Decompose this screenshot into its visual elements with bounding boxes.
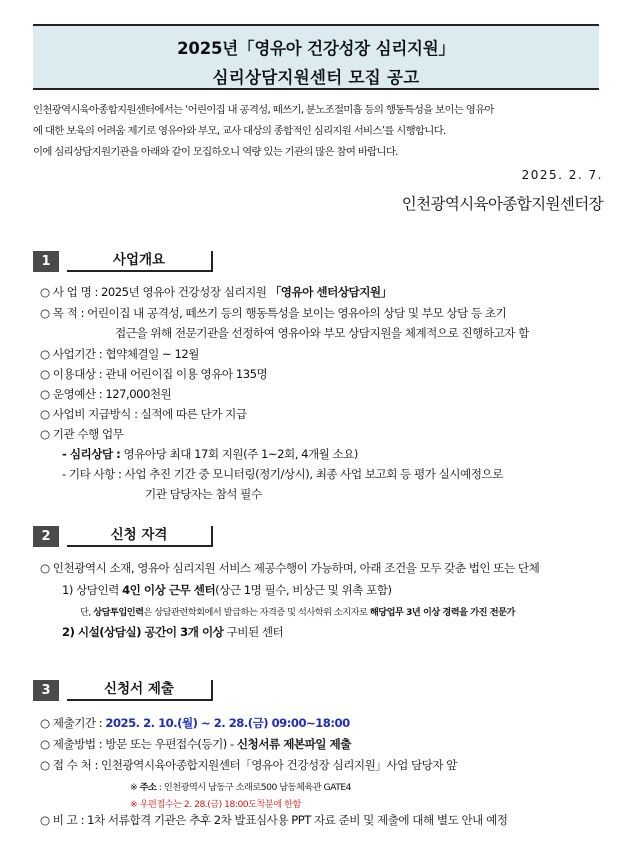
task-counseling: - 심리상담 : 영유아당 최대 17회 지원(주 1~2회, 4개월 소요) <box>62 447 358 461</box>
eligibility-summary: ○ 인천광역시 소재, 영유아 심리지원 서비스 제공수행이 가능하며, 아래 조건을 모두 갖춘 법인 또는 단체 <box>40 561 540 575</box>
target-users: ○ 이용대상 : 관내 어린이집 이용 영유아 135명 <box>40 367 268 381</box>
intro-line-2: 에 대한 보육의 어려움 제기로 영유아와 부모, 교사 대상의 종합적인 심리지원 서비스’를 시행합니다. <box>33 125 446 137</box>
task-other-line-1: - 기타 사항 : 사업 추진 기간 중 모니터링(정기/상시), 최종 사업 보고회 등 평가 실시예정으로 <box>62 467 503 481</box>
institution-tasks: ○ 기관 수행 업무 <box>40 427 124 441</box>
section-1-number: 1 <box>33 251 59 272</box>
operating-budget: ○ 운영예산 : 127,000천원 <box>40 387 172 401</box>
eligibility-note: 단, 상담투입인력은 상담관련학회에서 발급하는 자격증 및 석사학위 소지자로 해당업무 3년 이상 경력을 가진 전문가 <box>80 607 515 618</box>
intro-line-1: 인천광역시육아종합지원센터에서는 ‘어린이집 내 공격성, 떼쓰기, 분노조절미흡 등의 행동특성을 보이는 영유아 <box>33 104 494 116</box>
project-name-bold: 「영유아 센터상담지원」 <box>269 285 392 299</box>
submission-period: ○ 제출기간 : 2025. 2. 10.(월) ~ 2. 28.(금) 09:00~18:00 <box>40 716 350 730</box>
remarks: ○ 비 고 : 1차 서류합격 기관은 추후 2차 발표심사용 PPT 자료 준비 및 제출에 대해 별도 안내 예정 <box>40 813 508 827</box>
project-name: ○ 사 업 명 : 2025년 영유아 건강성장 심리지원 「영유아 센터상담지원」 <box>40 285 392 299</box>
section-3-number: 3 <box>33 680 59 701</box>
payment-method: ○ 사업비 지급방식 : 실적에 따른 단가 지급 <box>40 407 247 421</box>
section-1-title: 사업개요 <box>67 251 213 272</box>
submission-place: ○ 접 수 처 : 인천광역시육아종합지원센터「영유아 건강성장 심리지원」사업 담당자 앞 <box>40 758 457 772</box>
title-line-1: 2025년「영유아 건강성장 심리지원」 <box>177 39 455 58</box>
submission-address: ※ 주소 : 인천광역시 남동구 소래로500 남동체육관 GATE4 <box>130 782 351 793</box>
title-banner <box>33 24 599 90</box>
purpose-line-1: ○ 목 적 : 어린이집 내 공격성, 떼쓰기 등의 행동특성을 보이는 영유아의 상담 및 부모 상담 등 초기 <box>40 306 507 320</box>
issuer-name: 인천광역시육아종합지원센터장 <box>401 195 603 213</box>
announcement-date: 2025. 2. 7. <box>521 168 603 182</box>
section-2-number: 2 <box>33 526 59 547</box>
intro-line-3: 이에 심리상담지원기관을 아래와 같이 모집하오니 역량 있는 기관의 많은 참여 바랍니다. <box>33 146 398 158</box>
intro-paragraph <box>33 100 603 163</box>
section-2-title: 신청 자격 <box>67 526 213 547</box>
eligibility-item-2: 2) 시설(상담실) 공간이 3개 이상 구비된 센터 <box>62 625 284 639</box>
title-line-2: 심리상담지원센터 모집 공고 <box>212 68 420 87</box>
mail-deadline-note: ※ 우편접수는 2. 28.(금) 18:00도착분에 한함 <box>130 799 301 810</box>
task-other-line-2: 기관 담당자는 참석 필수 <box>145 487 262 501</box>
submission-period-value: 2025. 2. 10.(월) ~ 2. 28.(금) 09:00~18:00 <box>105 716 350 730</box>
project-period: ○ 사업기간 : 협약체결일 ~ 12월 <box>40 347 199 361</box>
submission-method: ○ 제출방법 : 방문 또는 우편접수(등기) - 신청서류 제본파일 제출 <box>40 737 351 751</box>
eligibility-item-1: 1) 상담인력 4인 이상 근무 센터(상근 1명 필수, 비상근 및 위촉 포함) <box>62 583 392 597</box>
purpose-line-2: 접근을 위해 전문기관을 선정하여 영유아와 부모 상담지원을 체계적으로 진행하고자 함 <box>115 326 529 340</box>
section-3-title: 신청서 제출 <box>67 680 213 701</box>
